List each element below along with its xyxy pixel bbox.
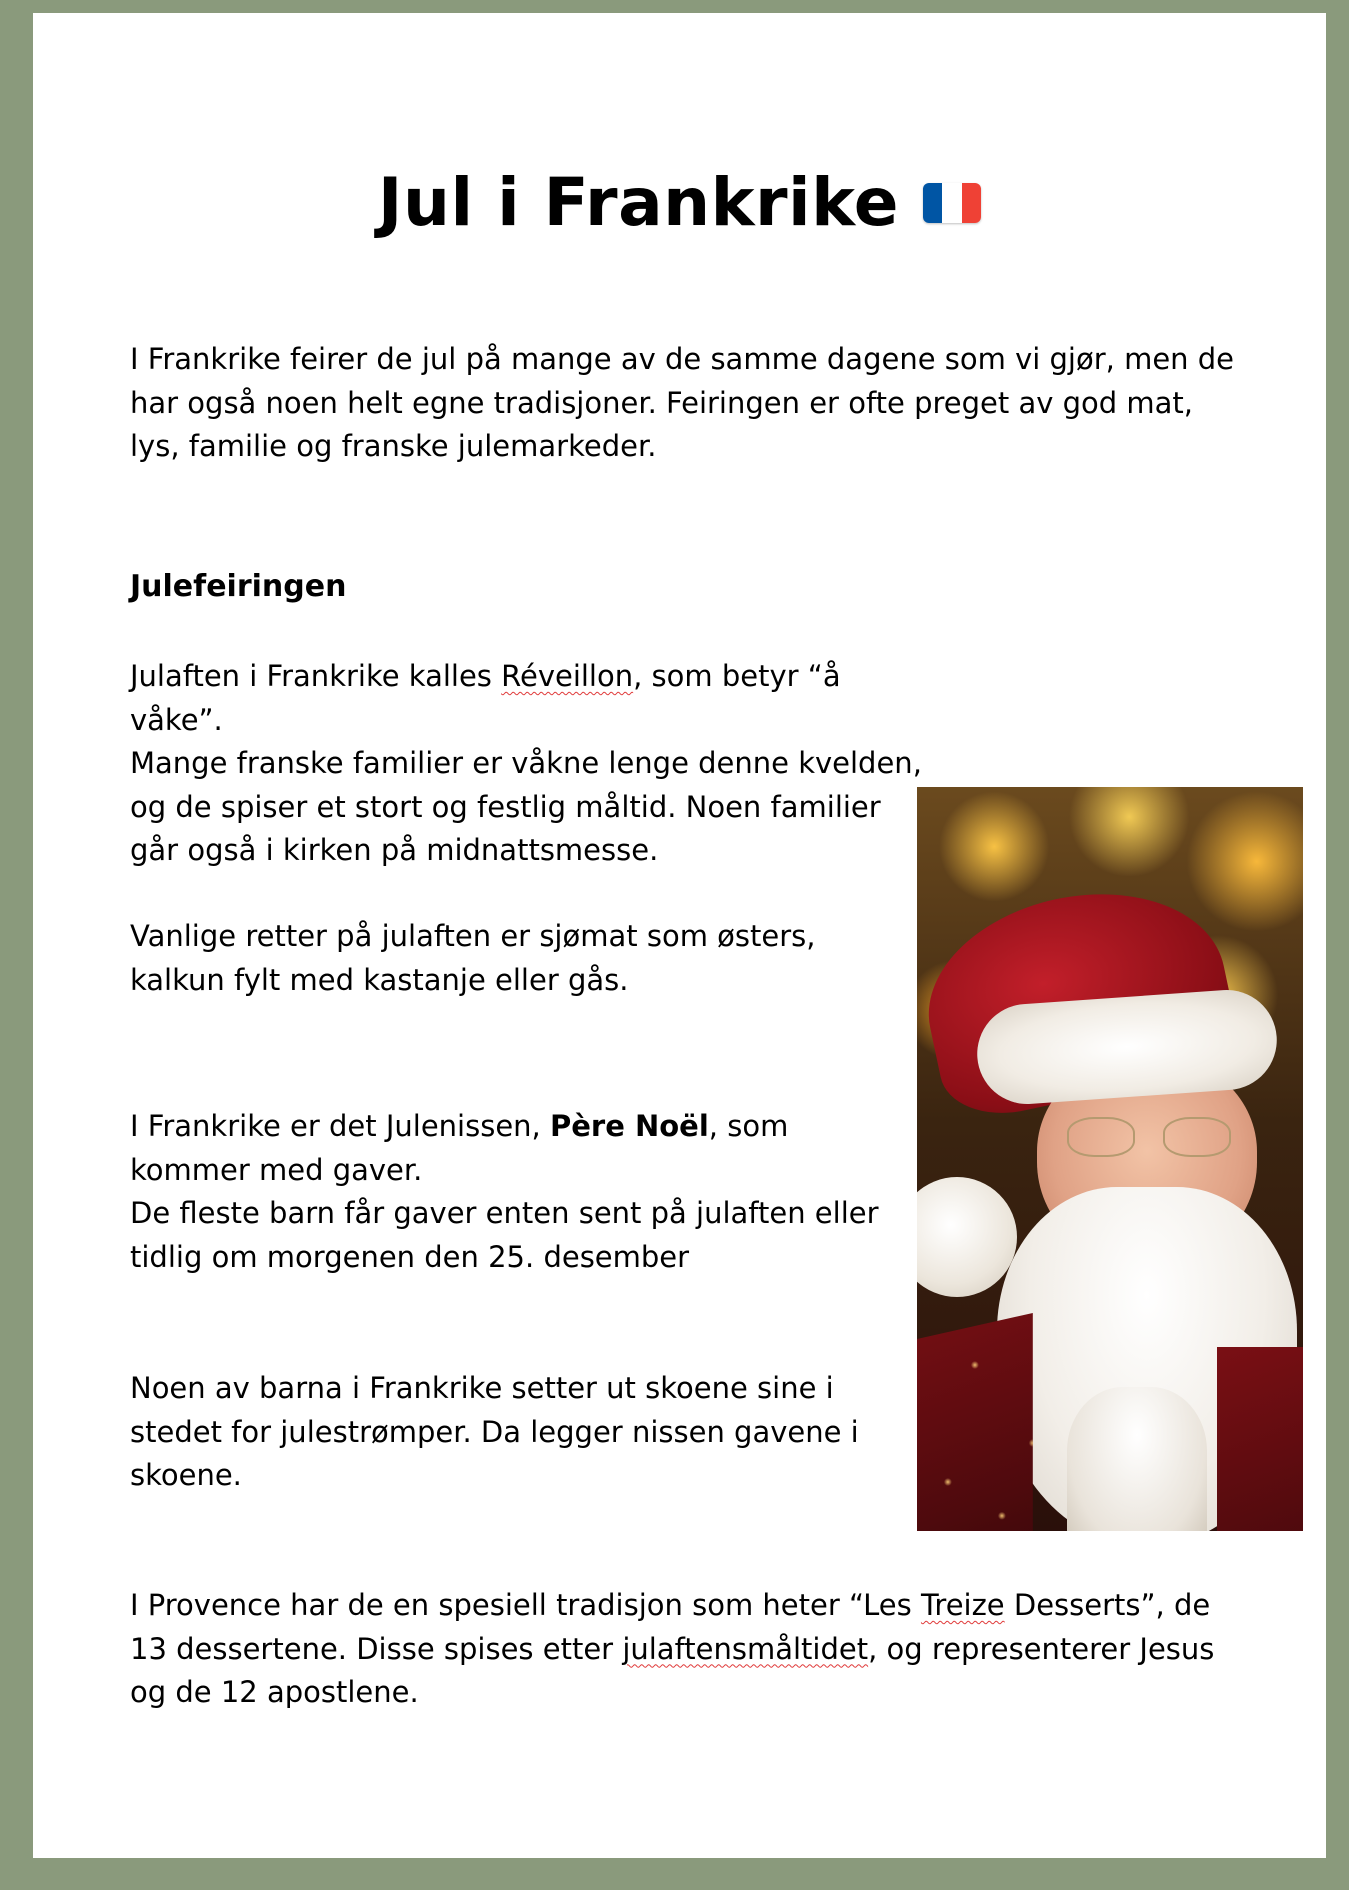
text-run: , som betyr “å våke”. [130, 659, 841, 737]
text-run: I Provence har de en spesiell tradisjon som heter “Les [130, 1588, 921, 1622]
paragraph-provence [130, 1584, 1250, 1715]
spellcheck-word[interactable]: Treize [920, 1588, 1005, 1622]
pere-noel-bold: Père Noël [549, 1109, 709, 1143]
paragraph-shoes: Noen av barna i Frankrike setter ut skoene sine i stedet for julestrømper. Da legger nissen gavene i skoene. [130, 1371, 859, 1492]
spellcheck-word[interactable]: Réveillon [501, 659, 634, 693]
intro-paragraph: I Frankrike feirer de jul på mange av de samme dagene som vi gjør, men de har også noen helt egne tradisjoner. Feiringen er ofte preget av god mat, lys, familie og franske julemarkeder. [130, 342, 1235, 463]
hat-fur-trim [974, 987, 1280, 1108]
text-run: Mange franske familier er våkne lenge denne kvelden, og de spiser et stort og festlig måltid. Noen familier går også i kirken på midnattsmesse. [130, 746, 922, 867]
text-run: De fleste barn får gaver enten sent på julaften eller tidlig om morgenen den 25. desember [130, 1196, 879, 1274]
title-text: Jul i Frankrike [377, 164, 900, 241]
text-run: , som kommer med gaver. [130, 1109, 789, 1187]
document-page [33, 13, 1326, 1858]
santa-claus-photo[interactable] [917, 787, 1303, 1531]
page-title [33, 161, 1326, 245]
hat-pompom [917, 1177, 1017, 1297]
text-run: I Frankrike er det Julenissen, [130, 1109, 550, 1143]
paragraph-dishes: Vanlige retter på julaften er sjømat som østers, kalkun fylt med kastanje eller gås. [130, 919, 816, 997]
france-flag-icon [923, 183, 981, 223]
glasses-icon [1067, 1117, 1237, 1157]
text-run: Julaften i Frankrike kalles [130, 659, 502, 693]
paragraph-pere-noel [130, 1105, 890, 1279]
santa-coat-right [1217, 1347, 1303, 1531]
spellcheck-word[interactable]: julaftensmåltidet [622, 1631, 869, 1666]
text-run: Desserts”, de 13 dessertene. Disse spises etter [130, 1588, 1211, 1666]
section-heading: Julefeiringen [130, 569, 347, 604]
text-run: , og representerer Jesus og de 12 apostlene. [130, 1631, 1215, 1709]
paragraph-reveillon [130, 655, 930, 873]
coat-fur-trim [1067, 1387, 1207, 1531]
